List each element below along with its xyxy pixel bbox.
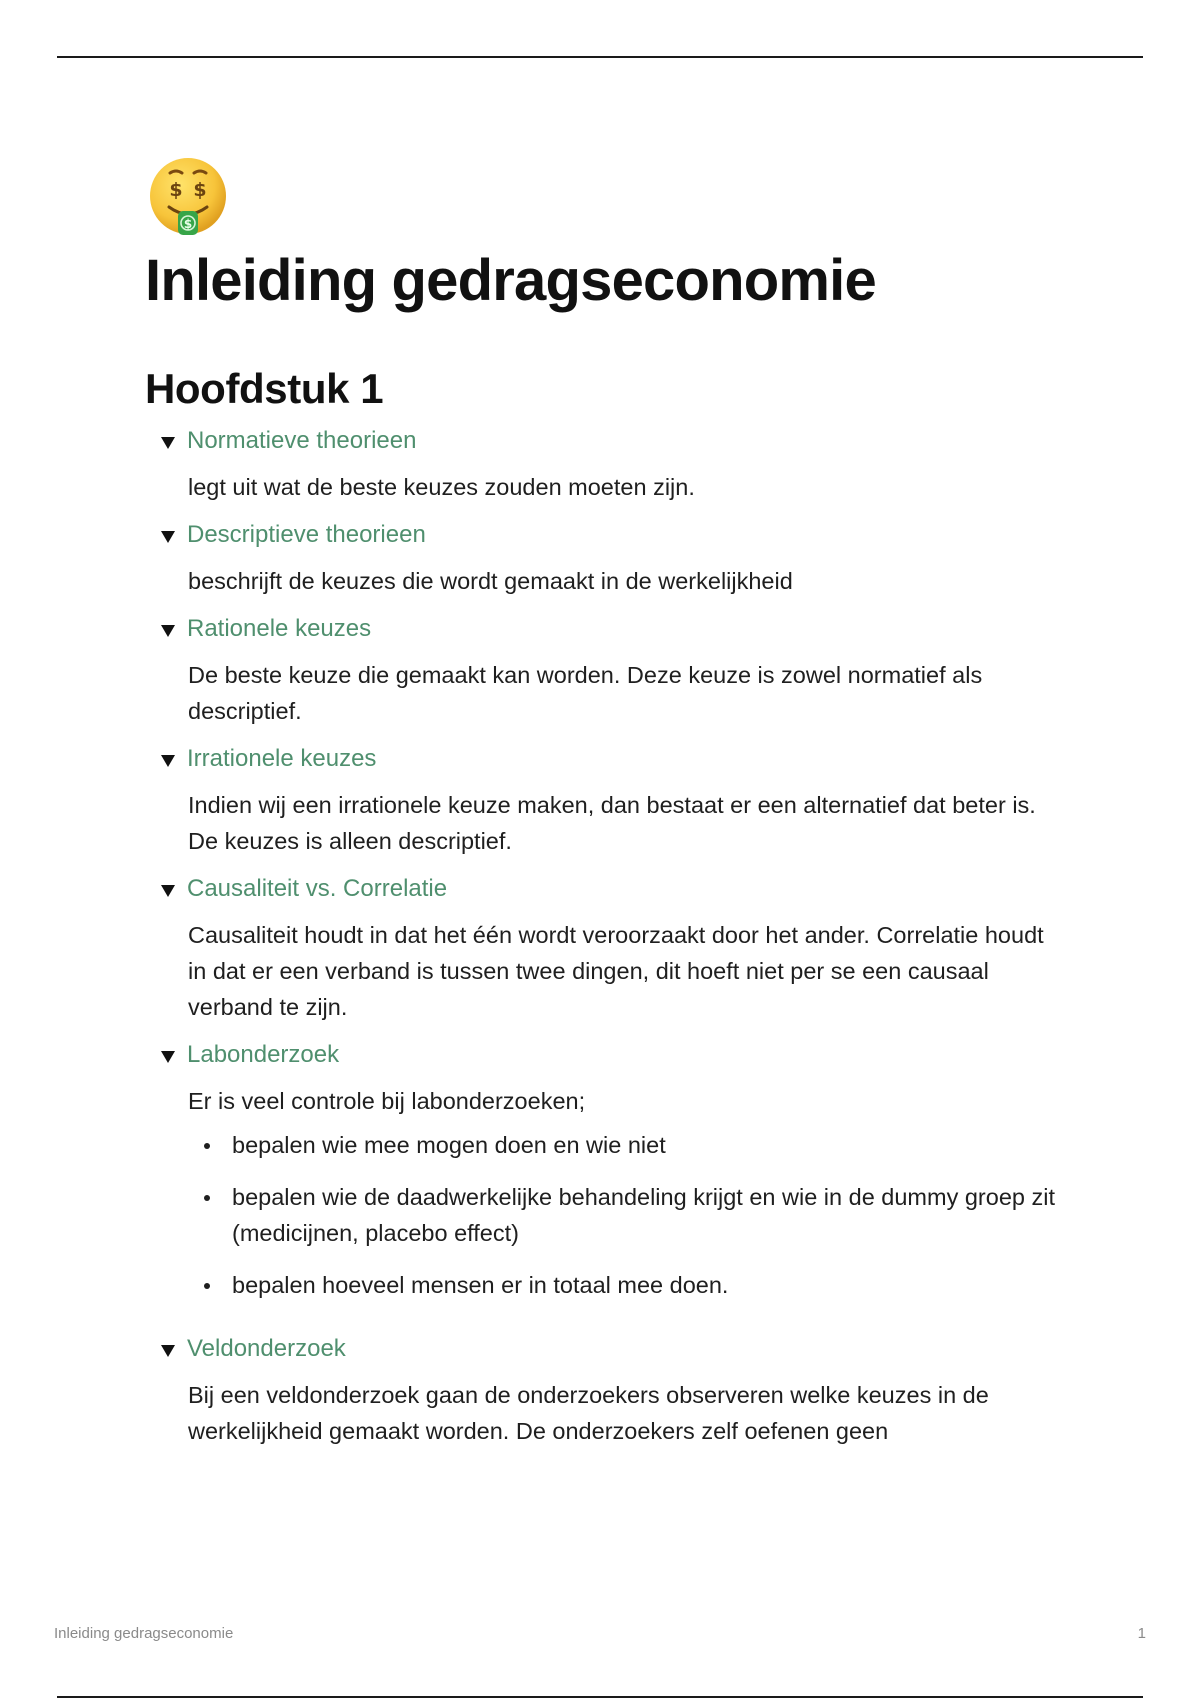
toggle-label[interactable]: Rationele keuzes	[187, 615, 372, 643]
svg-text:$: $	[183, 217, 193, 231]
toggle-block-labonderzoek	[161, 1035, 1065, 1329]
footer-title: Inleiding gedragseconomie	[54, 1625, 234, 1642]
toggle-header[interactable]	[161, 739, 1065, 779]
document-page	[145, 155, 1065, 1459]
paragraph: Indien wij een irrationele keuze maken, dan bestaat er een alternatief dat beter is. De keuzes is alleen descriptief.	[188, 792, 1036, 855]
toggle-content	[161, 461, 1065, 515]
top-divider	[57, 56, 1143, 58]
svg-text:$: $	[193, 179, 207, 201]
toggle-content	[161, 909, 1065, 1035]
paragraph: De beste keuze die gemaakt kan worden. Deze keuze is zowel normatief als descriptief.	[188, 662, 983, 725]
triangle-down-icon[interactable]	[161, 1051, 175, 1063]
toggle-content	[161, 779, 1065, 869]
toggle-content	[161, 555, 1065, 609]
bullet-icon	[204, 1143, 210, 1149]
svg-text:$: $	[169, 179, 183, 201]
bullet-icon	[204, 1195, 210, 1201]
paragraph: legt uit wat de beste keuzes zouden moeten zijn.	[188, 474, 695, 501]
list-item-text: bepalen hoeveel mensen er in totaal mee doen.	[232, 1272, 729, 1299]
paragraph: Causaliteit houdt in dat het één wordt veroorzaakt door het ander. Correlatie houdt in dat er een verband is tussen twee dingen, dit hoeft niet per se een causaal verband te zijn.	[188, 922, 1044, 1021]
toggle-label[interactable]: Descriptieve theorieen	[187, 521, 426, 549]
bullet-list	[188, 1127, 1065, 1303]
toggle-label[interactable]: Labonderzoek	[187, 1041, 340, 1069]
bottom-divider	[57, 1696, 1143, 1698]
toggle-block-causaliteit-vs-correlatie	[161, 869, 1065, 1035]
toggle-header[interactable]	[161, 609, 1065, 649]
toggle-block-descriptieve-theorieen	[161, 515, 1065, 609]
toggle-block-veldonderzoek	[161, 1329, 1065, 1459]
triangle-down-icon[interactable]	[161, 755, 175, 767]
triangle-down-icon[interactable]	[161, 625, 175, 637]
toggle-label[interactable]: Veldonderzoek	[187, 1335, 346, 1363]
toggle-label[interactable]: Irrationele keuzes	[187, 745, 377, 773]
triangle-down-icon[interactable]	[161, 437, 175, 449]
list-item-text: bepalen wie mee mogen doen en wie niet	[232, 1132, 666, 1159]
list-item	[188, 1267, 1065, 1303]
toggle-header[interactable]	[161, 869, 1065, 909]
toggle-block-irrationele-keuzes	[161, 739, 1065, 869]
page-number: 1	[1137, 1625, 1146, 1642]
bullet-icon	[204, 1283, 210, 1289]
toggle-block-normatieve-theorieen	[161, 421, 1065, 515]
section-heading: Hoofdstuk 1	[145, 364, 384, 412]
paragraph: beschrijft de keuzes die wordt gemaakt in de werkelijkheid	[188, 568, 793, 595]
toggle-header[interactable]	[161, 1035, 1065, 1075]
paragraph: Bij een veldonderzoek gaan de onderzoekers observeren welke keuzes in de werkelijkheid gemaakt worden. De onderzoekers zelf oefenen geen	[188, 1382, 989, 1445]
toggle-content	[161, 1075, 1065, 1329]
triangle-down-icon[interactable]	[161, 885, 175, 897]
toggle-content	[161, 649, 1065, 739]
toggle-label[interactable]: Causaliteit vs. Correlatie	[187, 875, 448, 903]
triangle-down-icon[interactable]	[161, 531, 175, 543]
paragraph: Er is veel controle bij labonderzoeken;	[188, 1088, 586, 1115]
toggle-block-rationele-keuzes	[161, 609, 1065, 739]
toggle-header[interactable]	[161, 515, 1065, 555]
money-mouth-face-icon	[145, 155, 1065, 241]
toggle-header[interactable]	[161, 421, 1065, 461]
toggle-header[interactable]	[161, 1329, 1065, 1369]
toggle-content	[161, 1369, 1065, 1459]
page-footer	[54, 1625, 1146, 1642]
triangle-down-icon[interactable]	[161, 1345, 175, 1357]
toggle-label[interactable]: Normatieve theorieen	[187, 427, 417, 455]
list-item-text: bepalen wie de daadwerkelijke behandeling krijgt en wie in de dummy groep zit (medicijnen, placebo effect)	[232, 1184, 1055, 1247]
list-item	[188, 1179, 1065, 1251]
page-title: Inleiding gedragseconomie	[145, 248, 876, 313]
list-item	[188, 1127, 1065, 1163]
